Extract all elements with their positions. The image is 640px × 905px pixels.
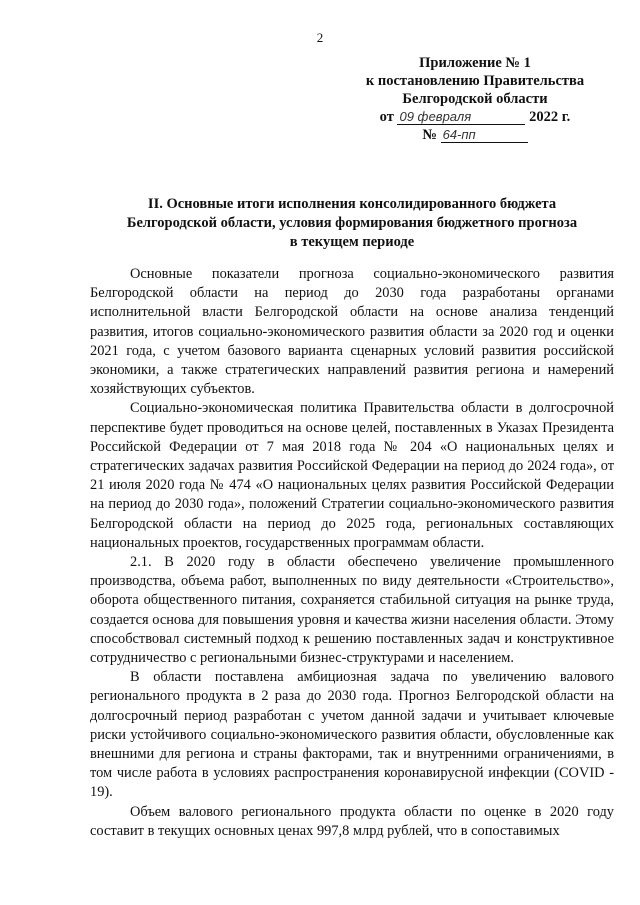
- body-text: [90, 265, 614, 841]
- appendix-date-line: [340, 108, 610, 126]
- appendix-title: Приложение № 1: [419, 55, 531, 71]
- appendix-line-region: Белгородской области: [402, 91, 548, 107]
- section-title: [90, 195, 614, 252]
- appendix-line-resolution: к постановлению Правительства: [365, 73, 585, 89]
- number-field: 64-пп: [441, 128, 528, 143]
- page-number: 2: [316, 30, 324, 45]
- year-suffix: 2022 г.: [529, 109, 571, 125]
- paragraph: 2.1. В 2020 году в области обеспечено увеличение промышленного производства, объема работ, выполненных по виду деятельности «Строительство», оборота общественного питания, сохраняется стабильной ситуация на рынке труда, создается основа для повышения уровня и качества жизни населения области. Этому способствовал системный подход к решению поставленных задач и конструктивное сотрудничество с региональными бизнес-структурами и населением.: [90, 554, 614, 667]
- date-prefix: от: [379, 109, 394, 125]
- paragraph: Объем валового регионального продукта области по оценке в 2020 году составит в текущих основных ценах 997,8 млрд рублей, что в сопоставимых: [90, 803, 614, 839]
- date-field: 09 февраля: [397, 110, 525, 125]
- number-prefix: №: [422, 127, 437, 143]
- section-title-line-3: в текущем периоде: [289, 234, 415, 250]
- appendix-header: [340, 54, 610, 144]
- paragraph: В области поставлена амбициозная задача по увеличению валового регионального продукта в 2 раза до 2030 года. Прогноз Белгородской области на долгосрочный период разработан с учетом данной задачи и учитывает ключевые риски устойчивого социально-экономического развития области, обусловленные как внешними для региона и страны факторами, так и внутренними ограничениями, в том числе работа в условиях распространения коронавирусной инфекции (COVID - 19).: [90, 669, 614, 801]
- section-title-line-1: II. Основные итоги исполнения консолидированного бюджета: [147, 196, 557, 212]
- paragraph: Основные показатели прогноза социально-экономического развития Белгородской области на период до 2030 года разработаны органами исполнительной власти Белгородской области на основе анализа тенденций развития, итогов социально-экономического развития области за 2020 год и оценки 2021 года, с учетом базового варианта сценарных условий развития российской экономики, а также стратегических направлений развития региона и намерений хозяйствующих субъектов.: [90, 266, 614, 398]
- appendix-number-line: [340, 126, 610, 144]
- section-title-line-2: Белгородской области, условия формирования бюджетного прогноза: [126, 215, 578, 231]
- paragraph: Социально-экономическая политика Правительства области в долгосрочной перспективе будет проводиться на основе целей, поставленных в Указах Президента Российской Федерации от 7 мая 2018 года № 204 «О национальных целях и стратегических задачах развития Российской Федерации на период до 2024 года», от 21 июля 2020 года № 474 «О национальных целях развития Российской Федерации на период до 2030 года», положений Стратегии социально-экономического развития Белгородской области на период до 2025 года, региональных составляющих национальных проектов, государственных программам области.: [90, 400, 614, 551]
